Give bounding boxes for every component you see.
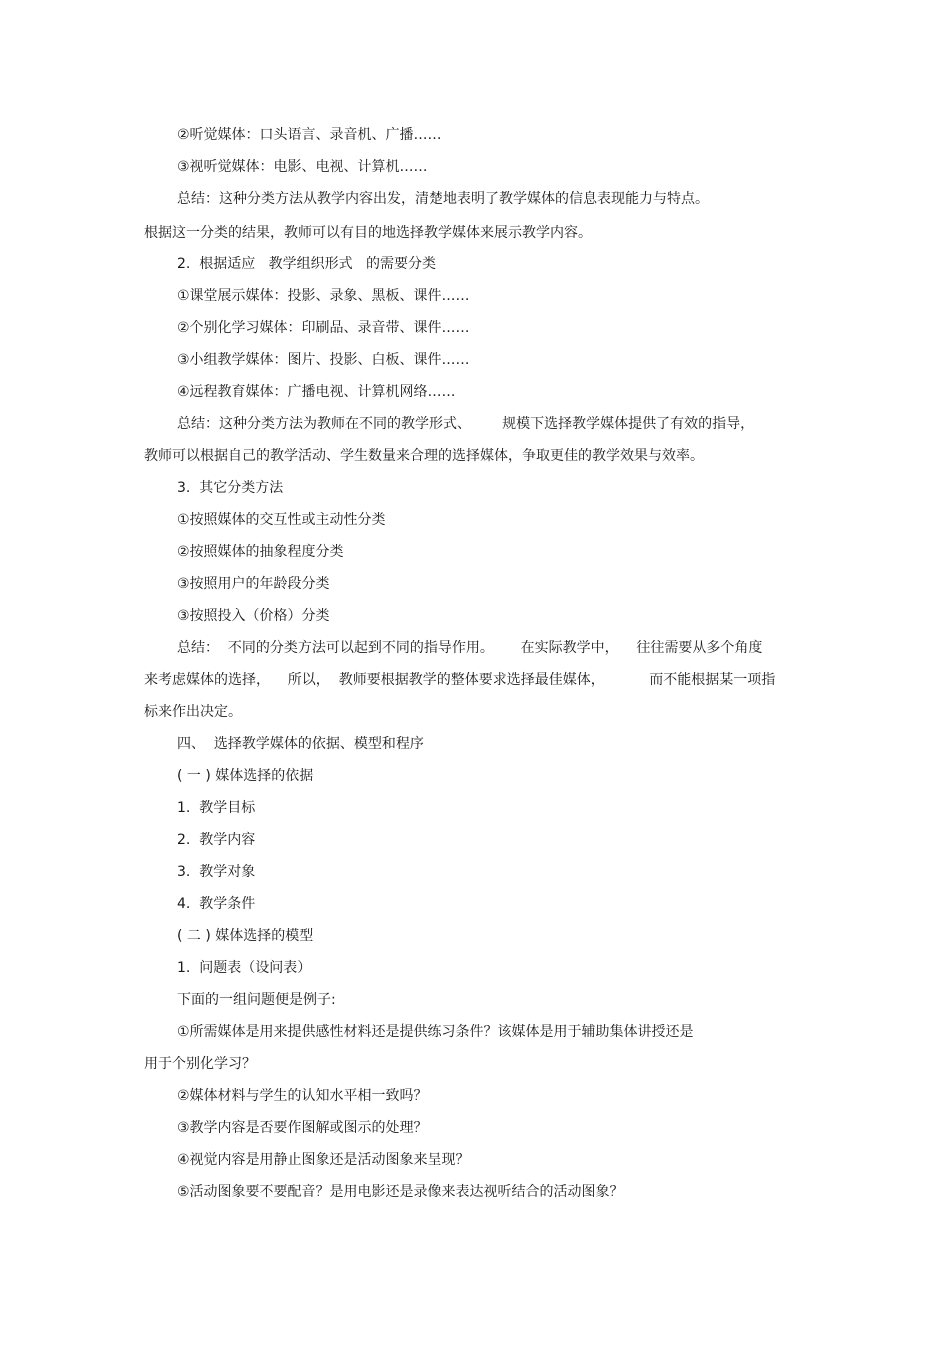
text-line: 来考虑媒体的选择， 所以， 教师要根据教学的整体要求选择最佳媒体， 而不能根据某一项指: [144, 672, 776, 688]
list-item: 2. 教学内容: [177, 832, 256, 848]
text-line: 标来作出决定。: [144, 704, 242, 720]
list-item: 1. 教学目标: [177, 800, 256, 816]
subsection-heading: ( 一 ) 媒体选择的依据: [177, 768, 314, 784]
text-line: 根据这一分类的结果，教师可以有目的地选择教学媒体来展示教学内容。: [144, 225, 592, 241]
text-line: 教师可以根据自己的教学活动、学生数量来合理的选择媒体，争取更佳的教学效果与效率。: [144, 448, 704, 464]
text-line: ①按照媒体的交互性或主动性分类: [177, 512, 386, 528]
text-line: ④远程教育媒体：广播电视、计算机网络……: [177, 384, 456, 400]
text-line: ③小组教学媒体：图片、投影、白板、课件……: [177, 352, 470, 368]
list-item: 4. 教学条件: [177, 896, 256, 912]
text-line: ③视听觉媒体：电影、电视、计算机……: [177, 159, 428, 175]
text-line: ②个别化学习媒体：印刷品、录音带、课件……: [177, 320, 470, 336]
question-item: ①所需媒体是用来提供感性材料还是提供练习条件？该媒体是用于辅助集体讲授还是: [177, 1024, 694, 1040]
text-line: ③按照用户的年龄段分类: [177, 576, 330, 592]
subsection-heading: ( 二 ) 媒体选择的模型: [177, 928, 314, 944]
question-item: ②媒体材料与学生的认知水平相一致吗？: [177, 1088, 428, 1104]
text-line: 总结：这种分类方法从教学内容出发，清楚地表明了教学媒体的信息表现能力与特点。: [177, 191, 709, 207]
text-line: ②听觉媒体：口头语言、录音机、广播……: [177, 127, 442, 143]
question-item: ⑤活动图象要不要配音？是用电影还是录像来表达视听结合的活动图象？: [177, 1184, 624, 1200]
section-heading: 四、 选择教学媒体的依据、模型和程序: [177, 736, 424, 752]
question-item: ④视觉内容是用静止图象还是活动图象来呈现？: [177, 1152, 470, 1168]
text-line: ③按照投入（价格）分类: [177, 608, 330, 624]
text-line: 下面的一组问题便是例子:: [177, 992, 336, 1008]
text-line: 总结：这种分类方法为教师在不同的教学形式、 规模下选择教学媒体提供了有效的指导，: [177, 416, 755, 432]
question-item: ③教学内容是否要作图解或图示的处理？: [177, 1120, 428, 1136]
text-line: ①课堂展示媒体：投影、录象、黑板、课件……: [177, 288, 470, 304]
text-line: 总结： 不同的分类方法可以起到不同的指导作用。 在实际教学中， 往往需要从多个角度: [177, 640, 763, 656]
section-heading: 2. 根据适应 教学组织形式 的需要分类: [177, 256, 436, 272]
list-item: 1. 问题表（设问表）: [177, 960, 312, 976]
text-line: ②按照媒体的抽象程度分类: [177, 544, 344, 560]
list-item: 3. 教学对象: [177, 864, 256, 880]
text-line: 用于个别化学习？: [144, 1056, 256, 1072]
section-heading: 3. 其它分类方法: [177, 480, 284, 496]
